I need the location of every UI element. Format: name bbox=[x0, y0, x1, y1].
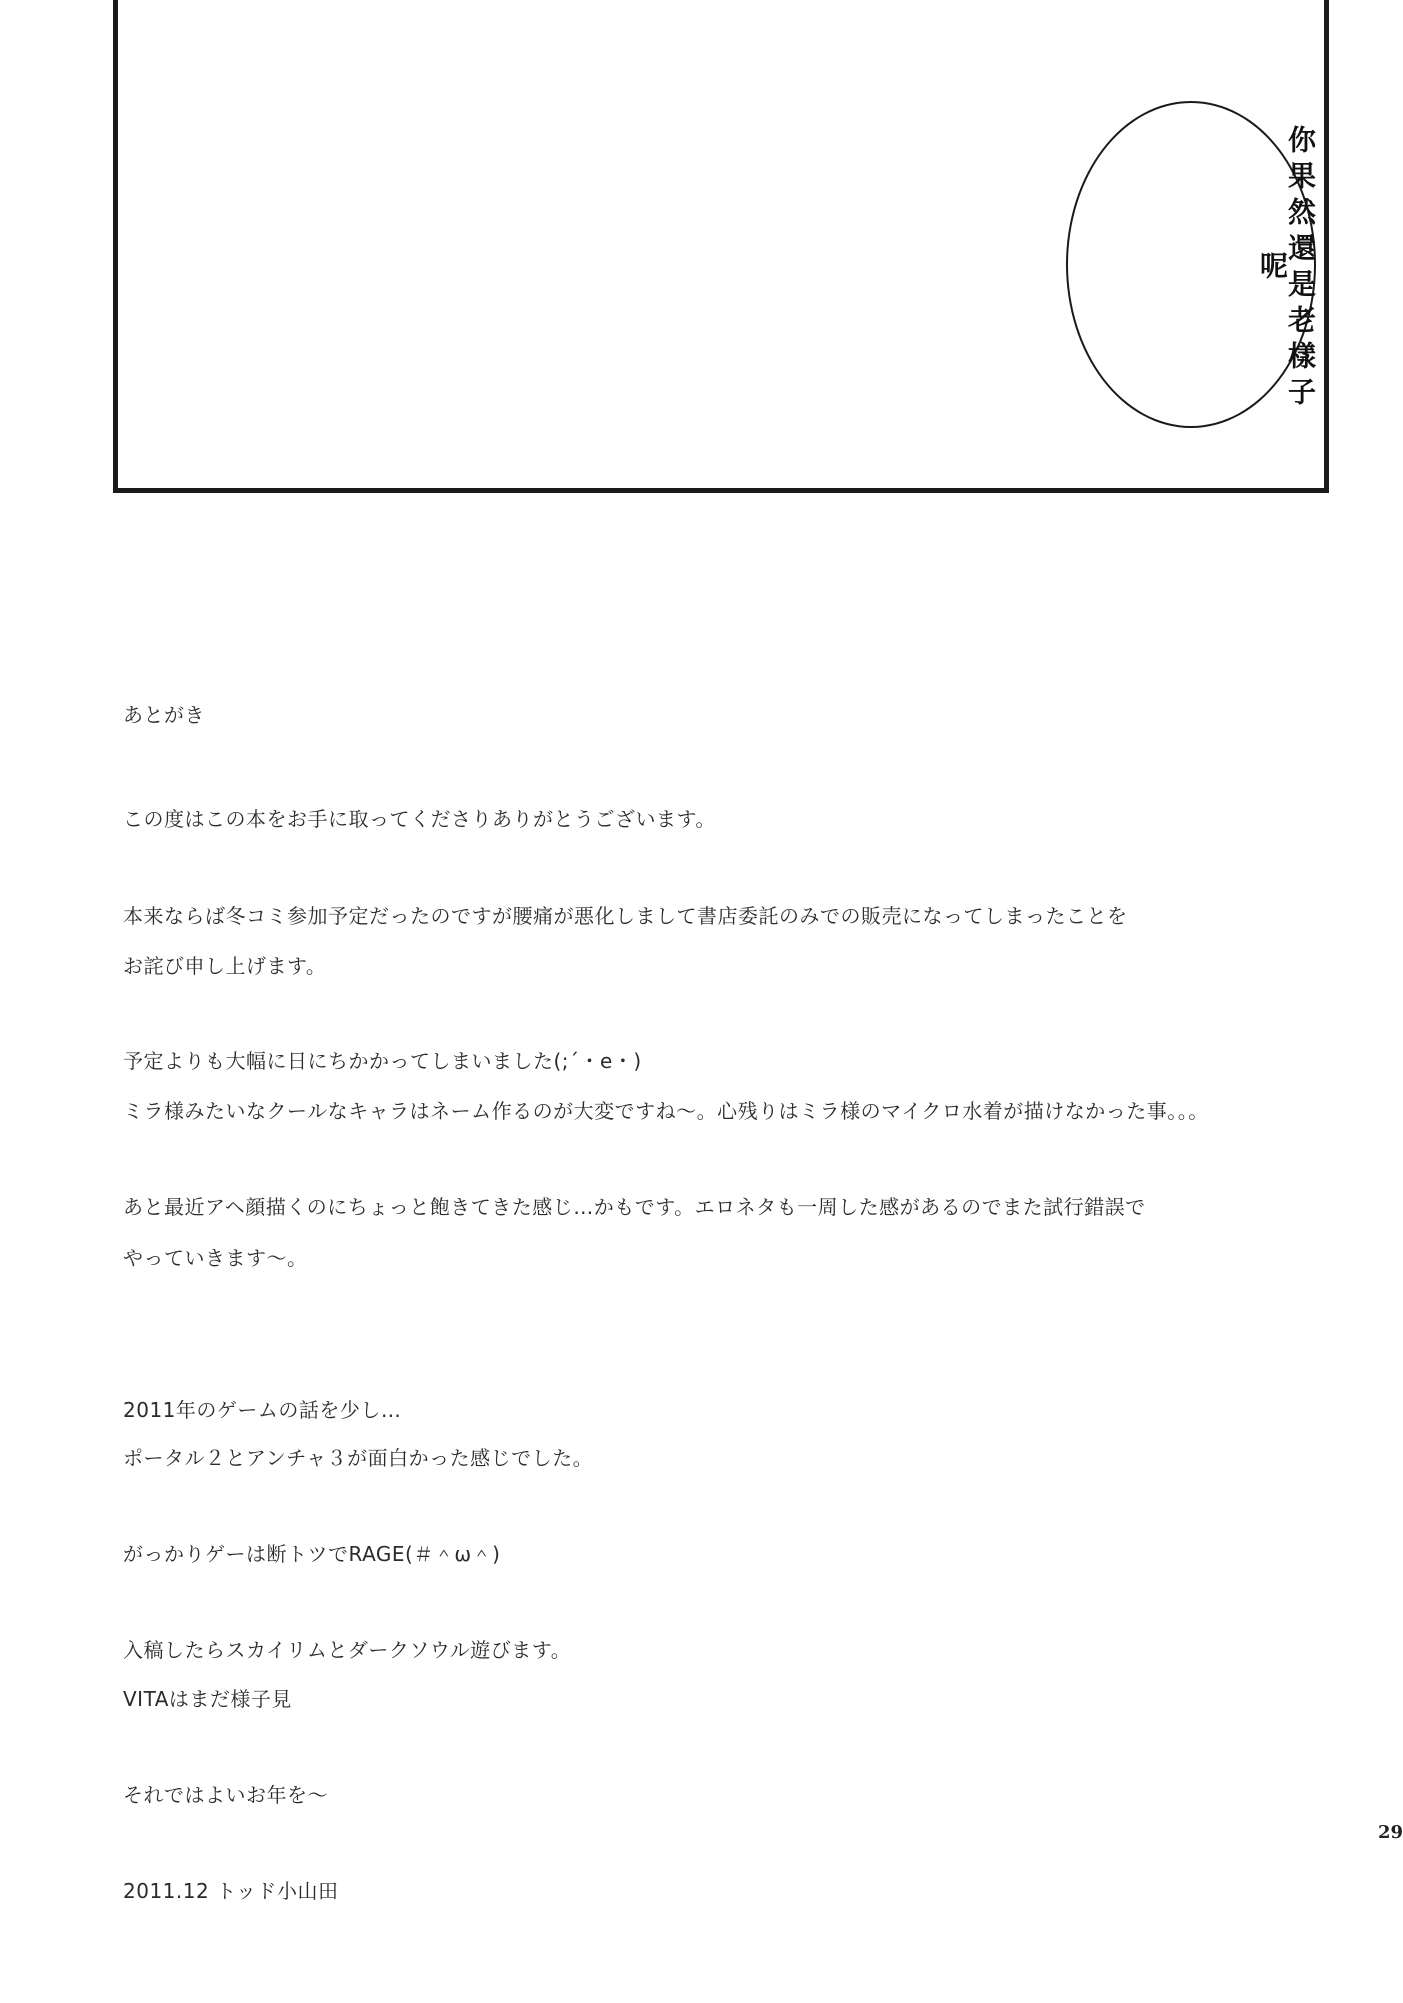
afterword-line: やっていきます～。 bbox=[123, 1246, 308, 1270]
afterword-line: 予定よりも大幅に日にちかかってしまいました(;´・e・) bbox=[123, 1049, 642, 1073]
afterword-heading: あとがき bbox=[123, 703, 205, 727]
speech-bubble bbox=[1066, 101, 1316, 428]
afterword-line: がっかりゲーは断トツでRAGE(＃＾ω＾) bbox=[123, 1542, 501, 1566]
afterword-signature: 2011.12 トッド小山田 bbox=[123, 1879, 339, 1903]
afterword-line: ミラ様みたいなクールなキャラはネーム作るのが大変ですね～。心残りはミラ様のマイクロ水着が描けなかった事。。。 bbox=[123, 1099, 1209, 1123]
afterword-line: VITAはまだ様子見 bbox=[123, 1687, 292, 1711]
afterword-line: 入稿したらスカイリムとダークソウル遊びます。 bbox=[123, 1638, 572, 1662]
page-number: 29 bbox=[1378, 1822, 1403, 1843]
afterword-line: それではよいお年を～ bbox=[123, 1783, 328, 1807]
afterword-line: この度はこの本をお手に取ってくださりありがとうございます。 bbox=[123, 807, 716, 831]
comic-panel bbox=[113, 0, 1329, 493]
afterword-line: お詫び申し上げます。 bbox=[123, 954, 327, 978]
afterword-line: 2011年のゲームの話を少し… bbox=[123, 1398, 402, 1422]
speech-bubble-text: 你果然還是老樣子呢 bbox=[1256, 125, 1317, 413]
afterword-line: ポータル２とアンチャ３が面白かった感じでした。 bbox=[123, 1446, 594, 1470]
afterword-line: 本来ならば冬コミ参加予定だったのですが腰痛が悪化しまして書店委託のみでの販売になってしまったことを bbox=[123, 904, 1128, 928]
afterword-line: あと最近アヘ顔描くのにちょっと飽きてきた感じ…かもです。エロネタも一周した感があるのでまた試行錯誤で bbox=[123, 1195, 1146, 1219]
